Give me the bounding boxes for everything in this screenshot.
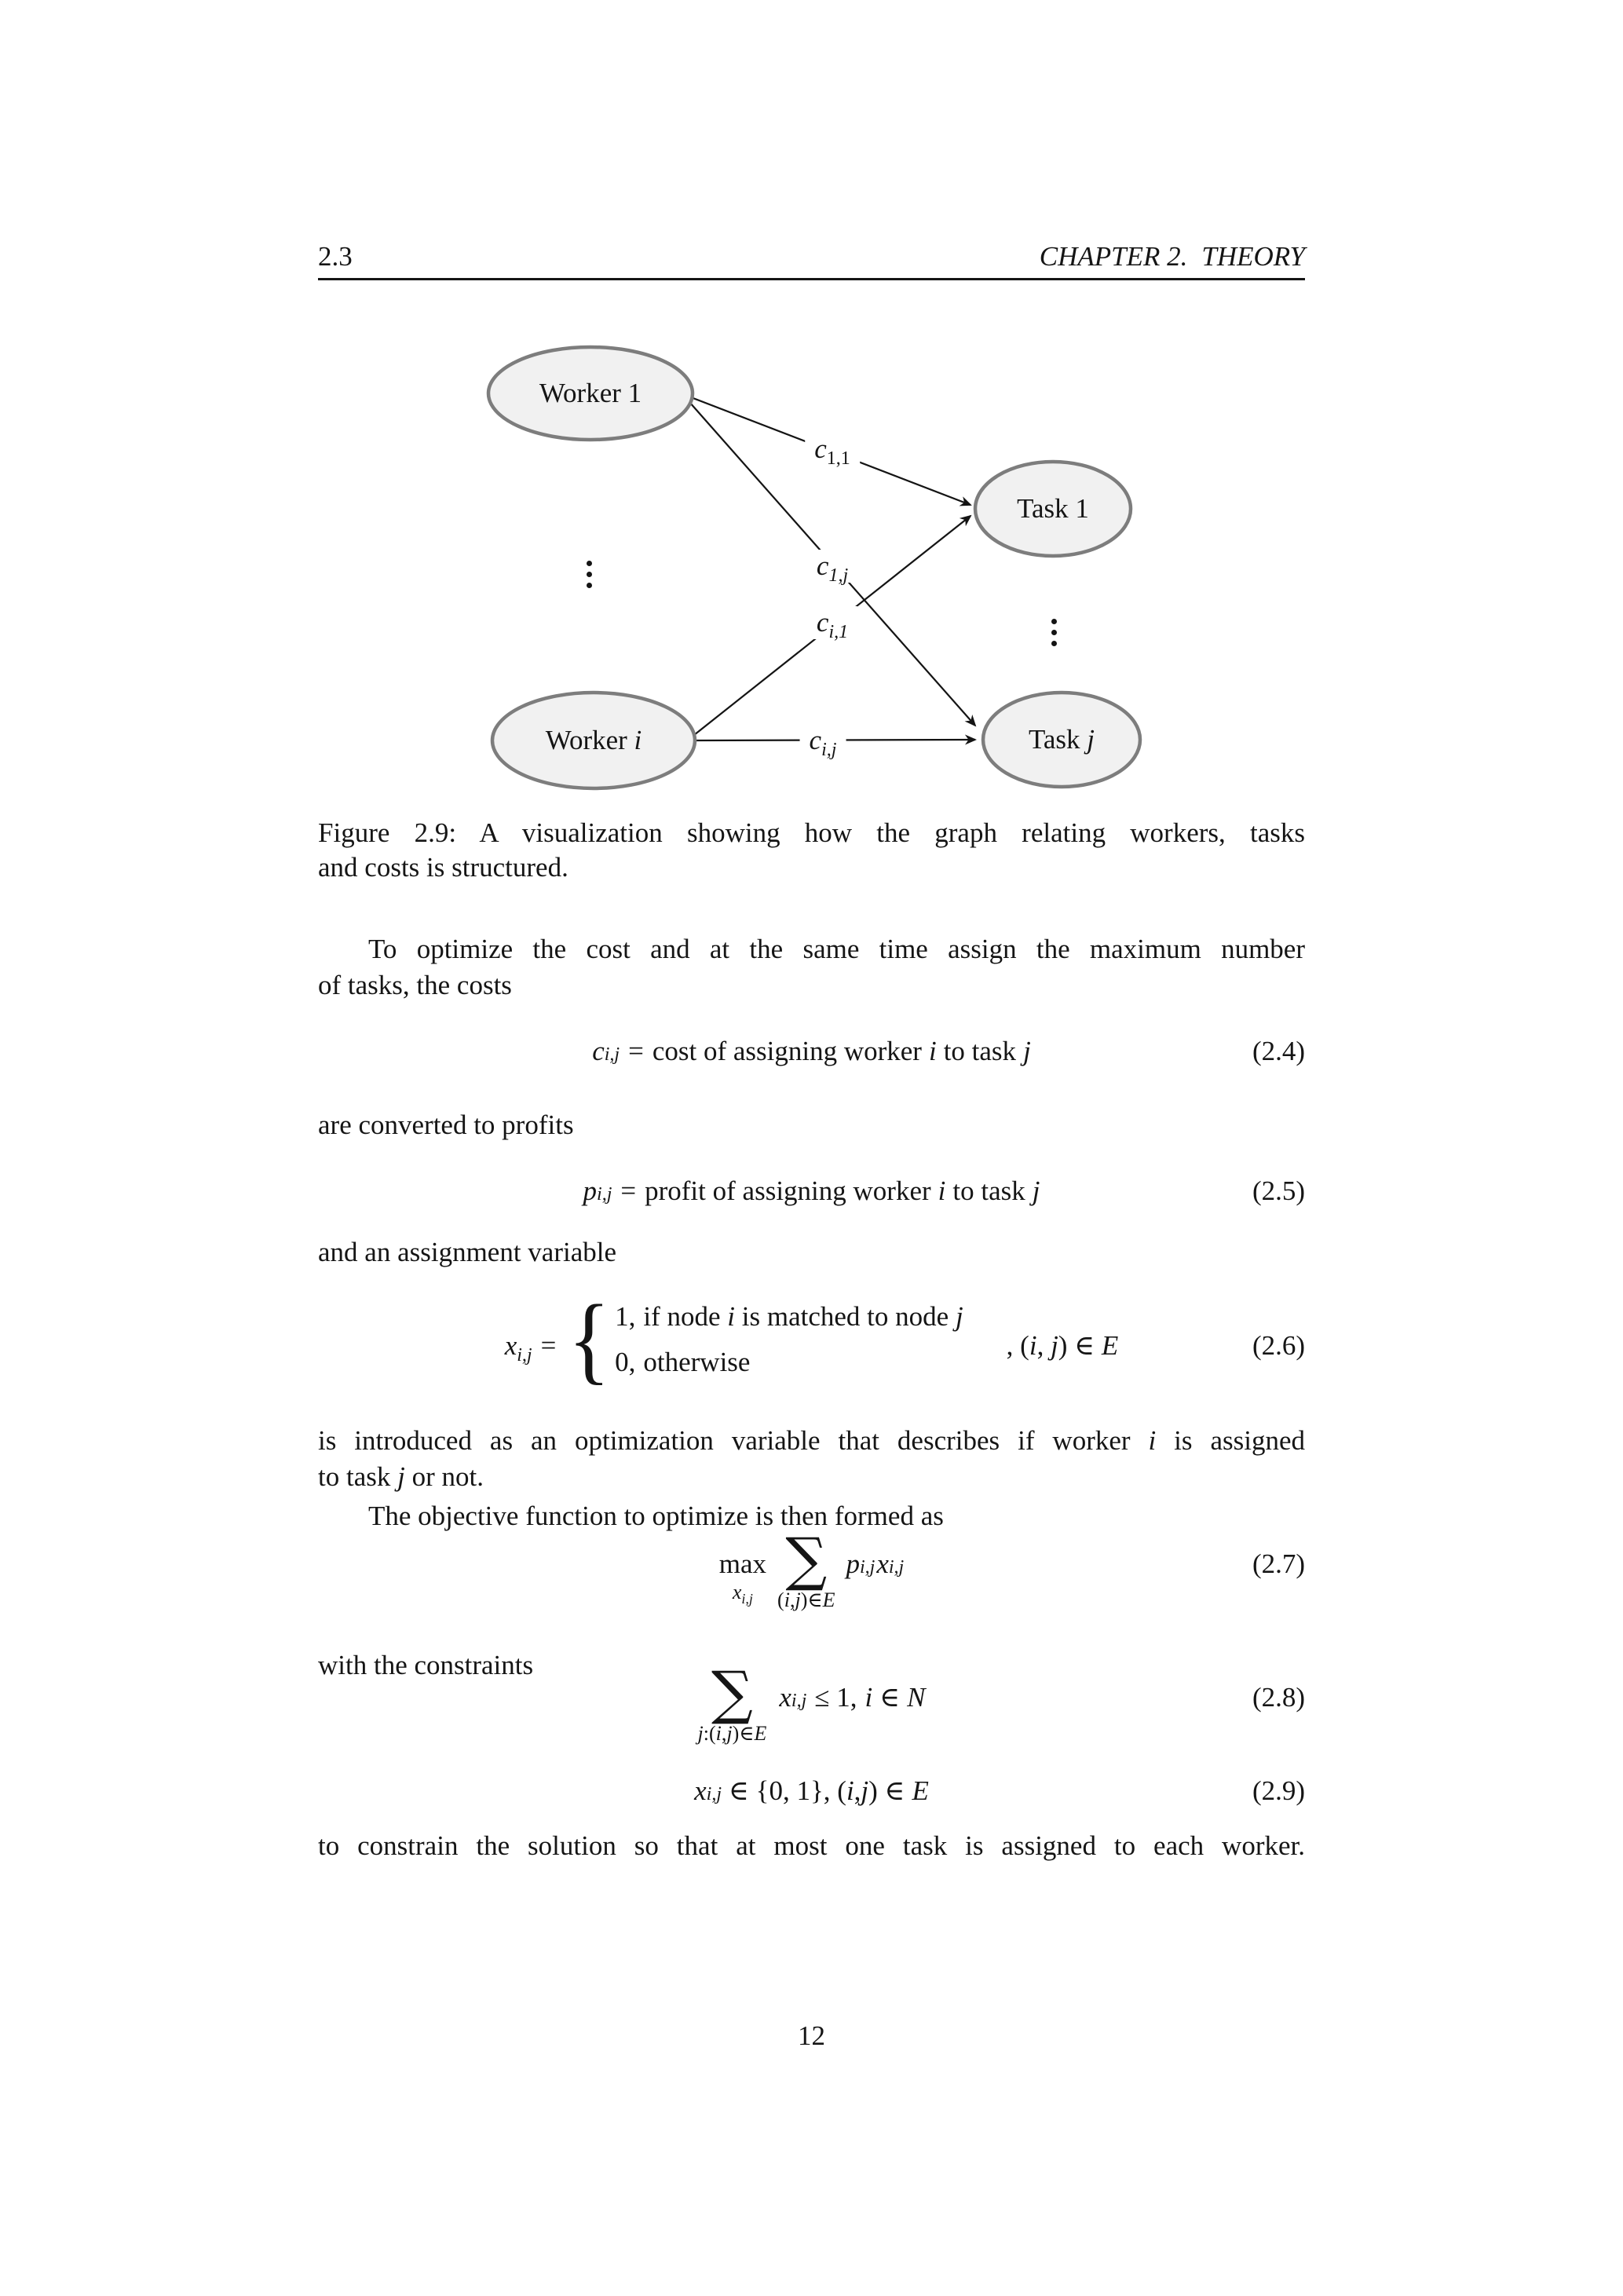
node-label-worker-i: Worker i	[545, 725, 642, 755]
page-header	[318, 239, 1305, 275]
paragraph-line: and an assignment variable	[318, 1237, 617, 1267]
equation-number: (2.5)	[1252, 1175, 1305, 1206]
vertical-dots-icon	[1051, 619, 1057, 652]
equation-number: (2.6)	[1252, 1330, 1305, 1361]
paragraph-line: The objective function to optimize is then formed as	[368, 1501, 944, 1531]
paragraph-line: with the constraints	[318, 1650, 534, 1680]
paragraph-line: to constrain the solution so that at most one task is assigned to each worker.	[318, 1830, 1305, 1861]
vertical-dots-icon	[586, 561, 592, 594]
page-number: 12	[798, 2020, 825, 2051]
chapter-heading: CHAPTER 2. THEORY	[1039, 241, 1305, 272]
figure-caption-line1: Figure 2.9: A visualization showing how the graph relating workers, tasks	[318, 817, 1305, 848]
equation-number: (2.4)	[1252, 1036, 1305, 1066]
edge-label-c11: $c_{1,1}$	[805, 433, 860, 466]
max-operator: max $x_{i,j}$	[718, 1548, 767, 1607]
paragraph-line: is introduced as an optimization variable that describes if worker i is assigned	[318, 1425, 1305, 1456]
paragraph-line: To optimize the cost and at the same time assign the maximum number	[368, 934, 1305, 964]
sum-operator: ∑ (i,j)∈E	[777, 1526, 835, 1611]
edge-label-cij: $c_{i,j}$	[800, 724, 846, 757]
equation-condition: , (i, j) ∈ E	[1006, 1330, 1119, 1361]
sum-operator: ∑ j:(i,j)∈E	[697, 1659, 767, 1745]
equation-2-4: c i,j = cost of assigning worker i to task j (2.4)	[318, 1033, 1305, 1069]
equation-2-6: $x_{i,j}$ = { 1, if node i is matched to node j 0, otherwise , (i, j) ∈ E (2.6)	[504, 1285, 1305, 1395]
equation-number: (2.7)	[1252, 1548, 1305, 1579]
figure-caption-line2: and costs is structured.	[318, 852, 568, 883]
paragraph-line: of tasks, the costs	[318, 970, 512, 1000]
node-label-task-1: Task 1	[1017, 493, 1089, 524]
objective-terms: p i,j x i,j	[846, 1548, 905, 1579]
constraint-terms: x i,j ≤ 1, i ∈ N	[779, 1682, 926, 1713]
case-1: 1, if node i is matched to node j	[615, 1301, 963, 1332]
equation-2-9: x i,j ∈ {0, 1}, ( i , j ) ∈ E (2.9)	[318, 1773, 1305, 1809]
equation-number: (2.8)	[1252, 1682, 1305, 1713]
node-label-worker-1: Worker 1	[539, 378, 642, 408]
section-number: 2.3	[318, 241, 353, 272]
case-2: 0, otherwise	[615, 1347, 751, 1377]
edge-label-c1j: $c_{1,j}$	[807, 550, 857, 583]
equation-number: (2.9)	[1252, 1775, 1305, 1806]
header-rule	[318, 278, 1305, 280]
cases-brace: {	[568, 1285, 611, 1395]
equation-2-5: p i,j = profit of assigning worker i to task j (2.5)	[318, 1173, 1305, 1209]
paragraph-line: to task j or not.	[318, 1461, 484, 1492]
equation-2-7	[318, 1526, 1305, 1616]
edge-label-ci1: $c_{i,1}$	[807, 606, 857, 639]
node-label-task-j: Task j	[1028, 724, 1095, 755]
equation-2-8	[318, 1659, 1305, 1753]
paragraph-line: are converted to profits	[318, 1110, 574, 1140]
